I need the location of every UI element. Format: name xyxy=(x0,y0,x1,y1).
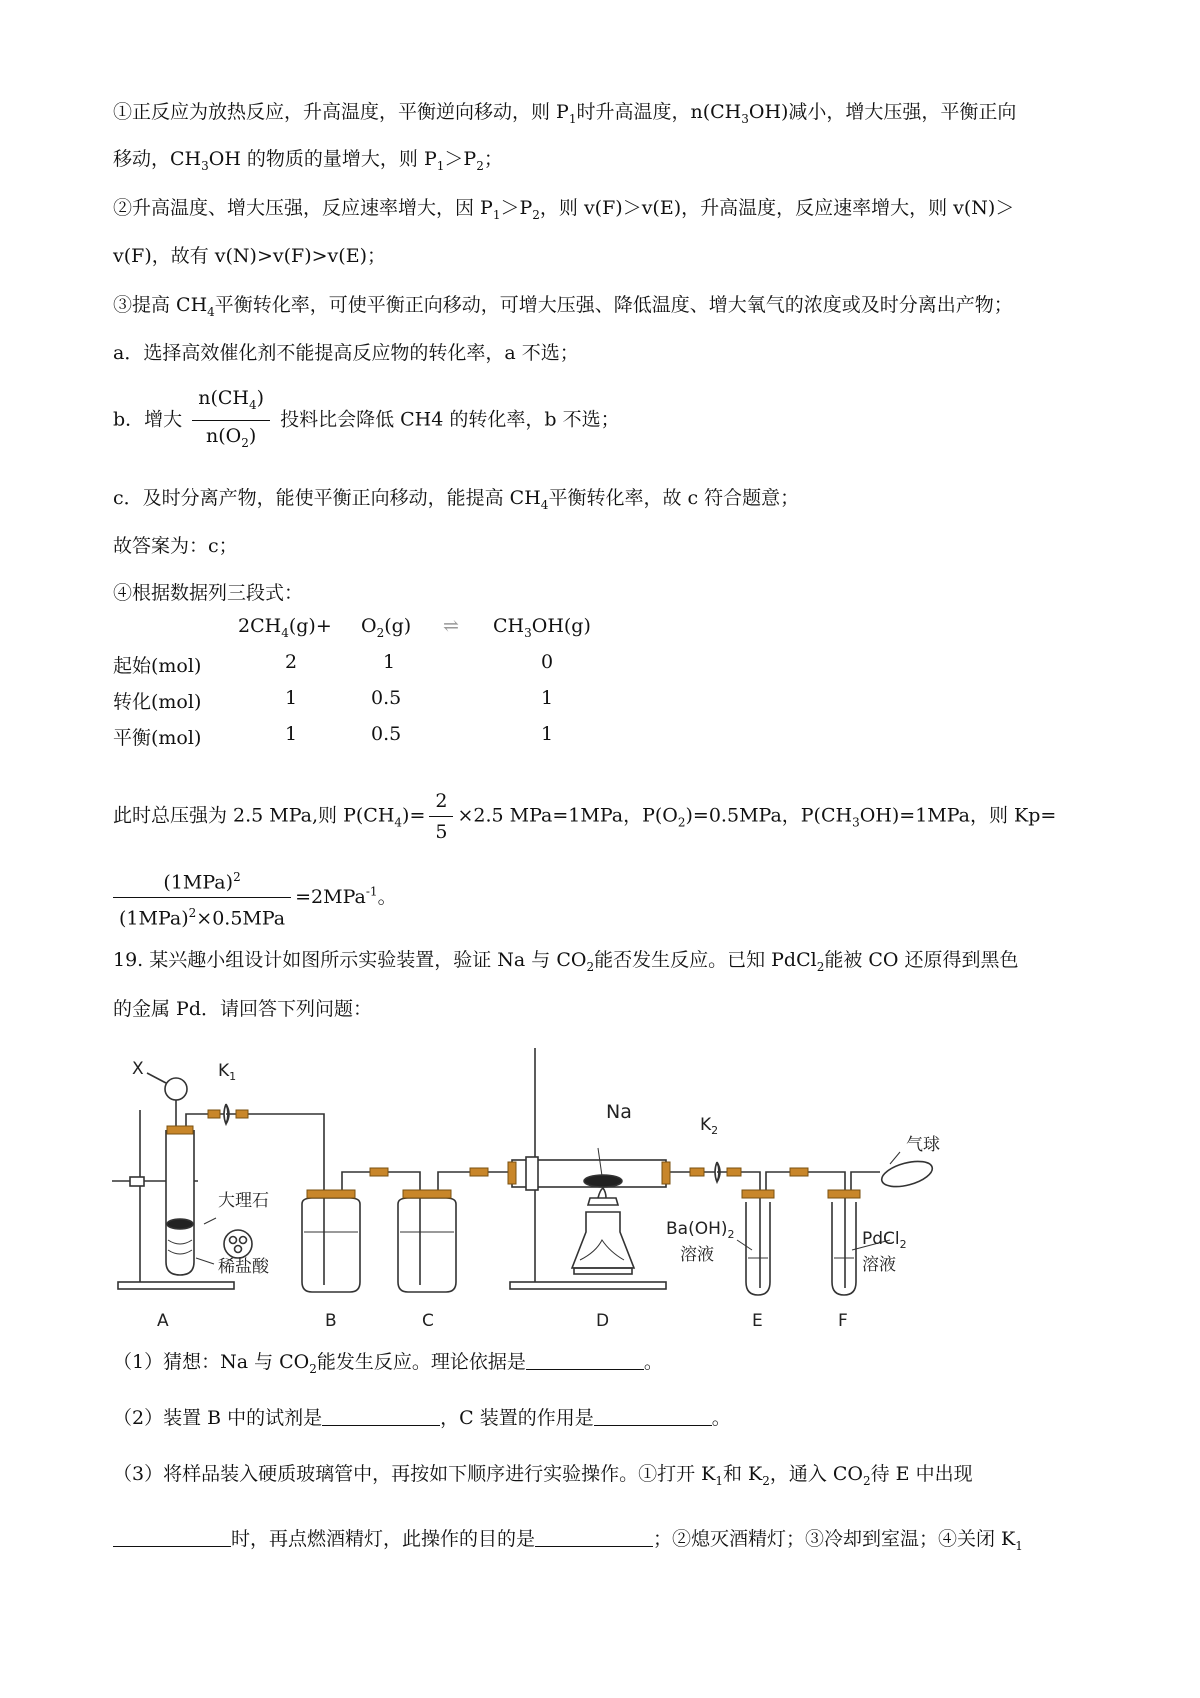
text: ③提高 CH xyxy=(113,294,208,316)
subscript: 2 xyxy=(711,1124,719,1137)
text: 平衡转化率，故 c 符合题意； xyxy=(548,487,800,509)
text: ＞P xyxy=(444,148,477,170)
cell: 1 xyxy=(285,687,298,709)
text: =2MPa xyxy=(295,885,366,908)
text: 移动，CH xyxy=(113,148,202,170)
subscript: 2 xyxy=(677,815,686,830)
text: 时升高温度，n(CH xyxy=(576,101,742,123)
subscript: 1 xyxy=(229,1070,237,1083)
balloon xyxy=(879,1157,935,1192)
label-k2 xyxy=(700,1115,718,1137)
cell: 1 xyxy=(285,723,298,745)
answer-blank[interactable] xyxy=(594,1405,712,1426)
text: OH(g) xyxy=(531,615,591,637)
marble-pointer xyxy=(204,1218,216,1224)
text: 能否发生反应。已知 PdCl xyxy=(594,949,817,971)
subscript: 2 xyxy=(586,959,595,974)
subscript: 4 xyxy=(394,815,403,830)
text: 2CH xyxy=(238,615,282,637)
wash-bottle-b xyxy=(302,1198,360,1292)
burner-cap xyxy=(588,1198,618,1205)
marble-piece xyxy=(240,1237,247,1244)
paragraph-9: 故答案为：c； xyxy=(113,535,238,557)
cell: 0 xyxy=(541,651,554,673)
text: 投料比会降低 CH4 的转化率，b 不选； xyxy=(280,408,620,431)
label-a: A xyxy=(157,1311,169,1331)
superscript: 2 xyxy=(233,870,241,884)
subscript: 2 xyxy=(309,1361,317,1376)
text: ，C 装置的作用是 xyxy=(440,1407,594,1429)
text: 能发生反应。理论依据是 xyxy=(316,1351,526,1373)
cell: 1 xyxy=(541,723,554,745)
subscript: 2 xyxy=(532,207,540,222)
subscript: 2 xyxy=(863,1473,871,1488)
text: K xyxy=(700,1115,712,1135)
text: ＞P xyxy=(500,197,533,219)
cell: 1 xyxy=(383,651,396,673)
subscript: 2 xyxy=(476,158,484,173)
label-k1 xyxy=(218,1061,236,1083)
subscript: 4 xyxy=(207,304,215,319)
lamp-base xyxy=(574,1268,632,1274)
connector xyxy=(236,1110,248,1118)
marble-piece xyxy=(230,1237,237,1244)
label-balloon: 气球 xyxy=(906,1135,940,1155)
subscript: 2 xyxy=(816,959,825,974)
label-pdcl xyxy=(862,1229,907,1251)
row-label: 平衡(mol) xyxy=(113,727,202,749)
test-tube-a xyxy=(166,1130,194,1275)
row-label: 起始(mol) xyxy=(113,655,202,677)
text: ；②熄灭酒精灯；③冷却到室温；④关闭 K xyxy=(653,1528,1016,1550)
text: 。 xyxy=(377,885,397,908)
text: ； xyxy=(483,148,503,170)
label-pdcl-solution: 溶液 xyxy=(862,1255,896,1275)
text: OH)=1MPa，则 Kp= xyxy=(859,804,1057,827)
text: （1）猜想：Na 与 CO xyxy=(113,1351,310,1373)
subscript: 3 xyxy=(852,815,860,830)
acid-pointer xyxy=(196,1258,214,1264)
balloon-pointer xyxy=(890,1152,900,1164)
sub-question-1 xyxy=(113,1347,663,1384)
subscript: 2 xyxy=(899,1238,907,1251)
text: OH 的物质的量增大，则 P xyxy=(208,148,437,170)
sub-question-3-line2 xyxy=(113,1524,1023,1561)
stopper xyxy=(742,1190,774,1198)
stopper xyxy=(403,1190,451,1198)
text: PdCl xyxy=(862,1229,900,1249)
text: b．增大 xyxy=(113,408,183,431)
stopper xyxy=(167,1126,193,1134)
question-19-stem-line2: 的金属 Pd．请回答下列问题： xyxy=(113,998,372,1020)
label-acid: 稀盐酸 xyxy=(218,1257,269,1277)
text: OH)减小，增大压强，平衡正向 xyxy=(748,101,1017,123)
sub-question-2 xyxy=(113,1403,731,1433)
text: 19. 某兴趣小组设计如图所示实验装置，验证 Na 与 CO xyxy=(113,949,587,971)
text: Ba(OH) xyxy=(666,1219,728,1239)
flame xyxy=(598,1188,606,1198)
stand-base-d xyxy=(510,1282,666,1289)
text: （2）装置 B 中的试剂是 xyxy=(113,1407,323,1429)
text: ) xyxy=(256,387,265,409)
subscript: 2 xyxy=(727,1228,735,1241)
cell: 0.5 xyxy=(371,723,402,745)
subscript: 3 xyxy=(741,111,749,126)
row-label: 转化(mol) xyxy=(113,691,202,713)
subscript: 1 xyxy=(436,158,445,173)
text: 时，再点燃酒精灯，此操作的目的是 xyxy=(231,1528,536,1550)
superscript: 2 xyxy=(188,906,197,921)
label-d: D xyxy=(596,1311,610,1331)
label-e: E xyxy=(752,1311,763,1331)
text: )= xyxy=(402,804,426,827)
subscript: 2 xyxy=(762,1473,770,1488)
label-baoh-solution: 溶液 xyxy=(680,1245,714,1265)
cell: 0.5 xyxy=(371,687,402,709)
text: n(O xyxy=(205,424,242,447)
stopper xyxy=(662,1162,670,1184)
text: K xyxy=(218,1061,230,1081)
text: （3）将样品装入硬质玻璃管中，再按如下顺序进行实验操作。①打开 K xyxy=(113,1463,716,1485)
text: )=0.5MPa，P(CH xyxy=(685,804,853,827)
text: 能被 CO 还原得到黑色 xyxy=(824,949,1019,971)
stand-base xyxy=(118,1282,234,1289)
connector xyxy=(690,1168,704,1176)
text: 此时总压强为 2.5 MPa,则 P(CH xyxy=(113,804,395,827)
text: 。 xyxy=(711,1407,731,1429)
text: O xyxy=(361,615,377,637)
stopper xyxy=(508,1162,516,1184)
connector xyxy=(370,1168,388,1176)
tube-de xyxy=(666,1172,760,1190)
text: n(CH xyxy=(198,387,249,409)
sodium-sample xyxy=(584,1175,622,1187)
answer-blank[interactable] xyxy=(322,1405,440,1426)
text: ) xyxy=(248,424,257,447)
label-na: Na xyxy=(606,1101,632,1123)
equilibrium-arrow: ⇌ xyxy=(443,615,459,637)
label-marble: 大理石 xyxy=(218,1191,269,1211)
text: ②升高温度、增大压强，反应速率增大，因 P xyxy=(113,197,493,219)
delivery-tube-ab xyxy=(186,1114,324,1190)
connector xyxy=(470,1168,488,1176)
connector xyxy=(727,1168,741,1176)
marble-chunk xyxy=(167,1219,193,1229)
stopper xyxy=(307,1190,355,1198)
subscript: 4 xyxy=(248,397,257,412)
text: (g)+ xyxy=(288,615,332,637)
x-pointer xyxy=(147,1073,166,1083)
text: (1MPa) xyxy=(163,871,234,894)
subscript: 1 xyxy=(492,207,501,222)
tube-f-balloon xyxy=(851,1172,880,1190)
text: ①正反应为放热反应，升高温度，平衡逆向移动，则 P xyxy=(113,101,569,123)
subscript: 1 xyxy=(715,1473,723,1488)
subscript: 2 xyxy=(241,435,249,450)
label-b: B xyxy=(325,1311,337,1331)
text: (1MPa) xyxy=(119,907,189,930)
superscript: -1 xyxy=(365,884,378,899)
tube-clamp xyxy=(526,1157,538,1190)
answer-blank[interactable] xyxy=(535,1526,653,1547)
connector xyxy=(208,1110,220,1118)
paragraph-4: v(F)，故有 v(N)>v(F)>v(E)； xyxy=(113,245,386,267)
subscript: 3 xyxy=(524,625,532,640)
paragraph-10: ④根据数据列三段式： xyxy=(113,582,304,604)
fraction-numerator: 2 xyxy=(429,788,453,817)
subscript: 1 xyxy=(1015,1538,1023,1553)
text: ，通入 CO xyxy=(769,1463,863,1485)
cell: 2 xyxy=(285,651,298,673)
label-baoh xyxy=(666,1219,735,1241)
subscript: 3 xyxy=(201,158,209,173)
wash-bottle-c xyxy=(398,1198,456,1292)
text: (g) xyxy=(384,615,412,637)
separatory-funnel xyxy=(165,1078,187,1100)
text: ，则 v(F)＞v(E)，升高温度，反应速率增大，则 v(N)＞ xyxy=(539,197,1015,219)
text: 平衡转化率，可使平衡正向移动，可增大压强、降低温度、增大氧气的浓度或及时分离出产物； xyxy=(214,294,1013,316)
marble-inset xyxy=(224,1230,252,1258)
paragraph-6: a．选择高效催化剂不能提高反应物的转化率，a 不选； xyxy=(113,342,579,364)
subscript: 2 xyxy=(376,625,385,640)
marble-piece xyxy=(235,1246,242,1253)
test-tube-f xyxy=(832,1202,856,1295)
text: ×2.5 MPa=1MPa，P(O xyxy=(457,804,678,827)
subscript: 1 xyxy=(568,111,577,126)
text: 待 E 中出现 xyxy=(870,1463,973,1485)
subscript: 4 xyxy=(281,625,289,640)
label-x: X xyxy=(132,1059,144,1079)
label-c: C xyxy=(422,1311,434,1331)
label-f: F xyxy=(838,1311,848,1331)
sub-question-3 xyxy=(113,1459,973,1496)
cell: 1 xyxy=(541,687,554,709)
subscript: 4 xyxy=(540,497,549,512)
fraction-denominator: 5 xyxy=(435,821,448,843)
text: 。 xyxy=(643,1351,663,1373)
clamp-boss xyxy=(130,1177,144,1186)
text: 和 K xyxy=(722,1463,763,1485)
answer-blank[interactable] xyxy=(526,1349,644,1370)
text: ×0.5MPa xyxy=(196,907,286,930)
stopper xyxy=(828,1190,860,1198)
text: CH xyxy=(493,615,525,637)
connector xyxy=(790,1168,808,1176)
text: c．及时分离产物，能使平衡正向移动，能提高 CH xyxy=(113,487,541,509)
answer-blank[interactable] xyxy=(113,1526,231,1547)
